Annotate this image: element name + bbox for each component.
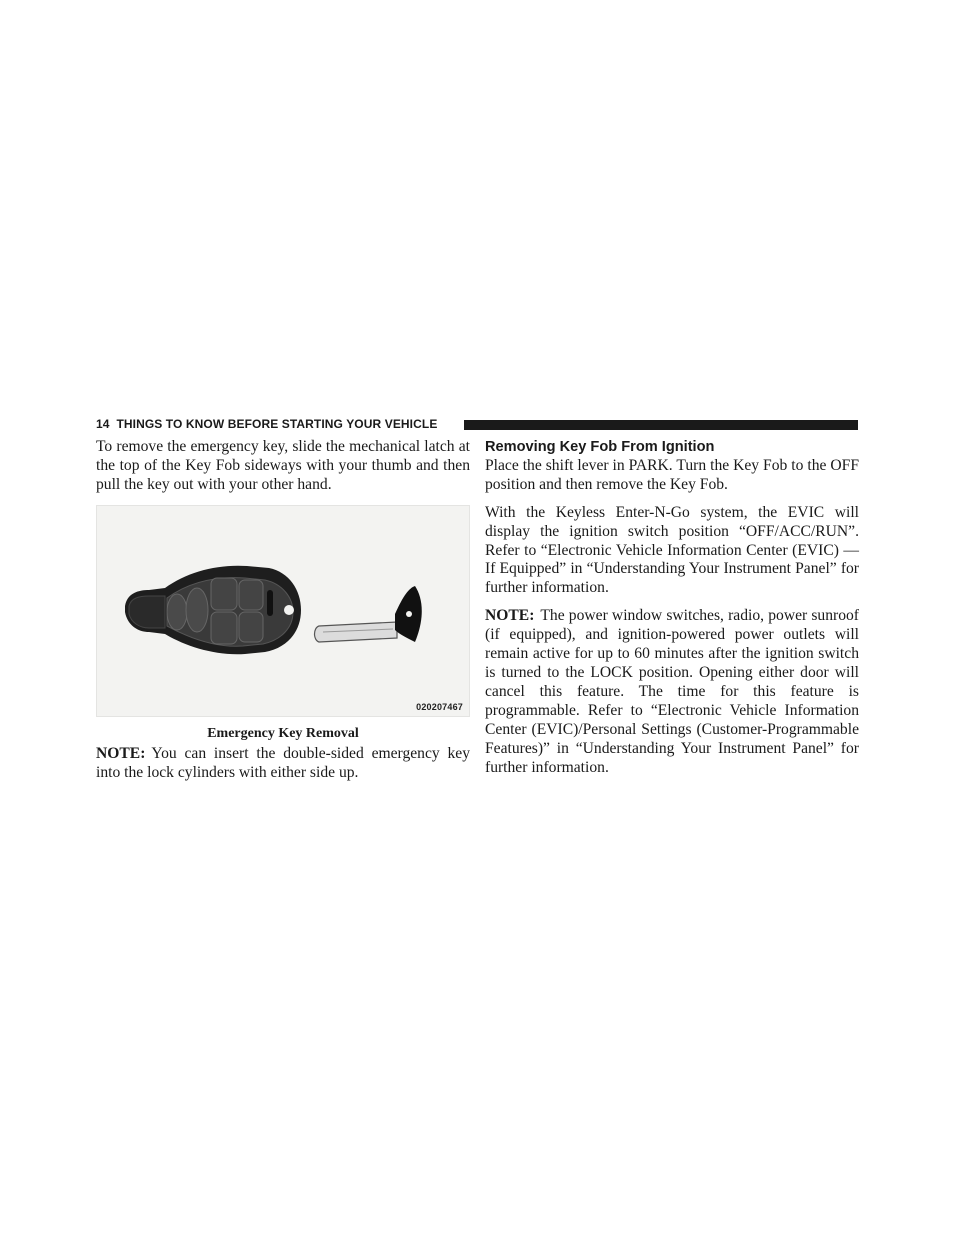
key-fob-icon — [125, 565, 301, 654]
key-fob-illustration — [97, 506, 469, 716]
section-title: THINGS TO KNOW BEFORE STARTING YOUR VEHICLE — [116, 417, 438, 431]
left-note — [96, 745, 470, 783]
figure-caption: Emergency Key Removal — [207, 725, 359, 741]
right-note — [485, 607, 859, 777]
emergency-key-icon — [315, 586, 422, 642]
running-header — [96, 417, 437, 432]
left-column — [96, 438, 470, 783]
page-number: 14 — [96, 417, 110, 431]
paragraph-evic: With the Keyless Enter-N-Go system, the EVIC will display the ignition switch position “OFF/ACC/RUN”. Refer to “Electronic Vehicle Information Center (EVIC) — If Equipped” in “Understanding Your Instrument Panel” for further information. — [485, 503, 859, 597]
note-label: NOTE: — [96, 744, 146, 762]
note-text: The power window switches, radio, power sunroof (if equipped), and ignition-powered power outlets will remain active for up to 60 minutes after the ignition switch is turned to the LOCK position. Opening either door will cancel this feature. The time for this feature is programmable. Refer to “Electronic Vehicle Information Center (EVIC)/Personal Settings (Customer-Programmable Features)” in “Understanding Your Instrument Panel” for further information. — [485, 607, 859, 776]
section-heading: Removing Key Fob From Ignition — [485, 439, 715, 455]
paragraph-park: Place the shift lever in PARK. Turn the Key Fob to the OFF position and then remove the Key Fob. — [485, 456, 859, 493]
note-text: You can insert the double-sided emergency key into the lock cylinders with either side up. — [96, 744, 470, 781]
key-fob-figure — [96, 505, 470, 717]
header-rule — [464, 420, 858, 430]
page-header — [96, 417, 858, 432]
right-column — [485, 438, 859, 777]
note-label: NOTE: — [485, 607, 535, 625]
intro-paragraph: To remove the emergency key, slide the mechanical latch at the top of the Key Fob sideways with your thumb and then pull the key out with your other hand. — [96, 438, 470, 493]
figure-code: 020207467 — [416, 701, 463, 712]
